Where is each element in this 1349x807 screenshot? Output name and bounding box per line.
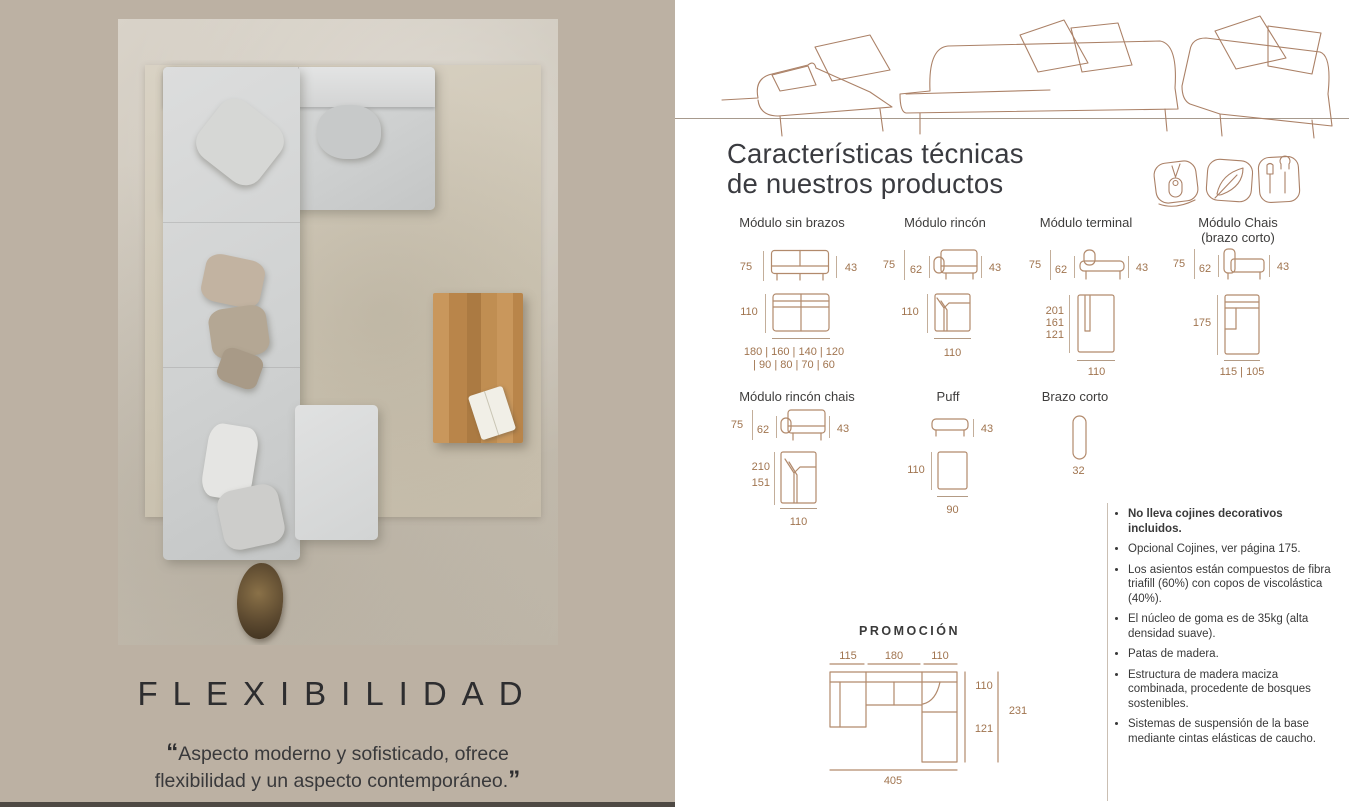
log-stool xyxy=(233,561,287,641)
promo-dim-231: 231 xyxy=(1008,705,1028,717)
quote-open-mark: “ xyxy=(166,739,179,766)
sofa-chaise xyxy=(295,405,378,540)
promo-dim-110-right: 110 xyxy=(975,680,993,692)
note-item: • Sistemas de suspensión de la base mediante cintas elásticas de caucho. xyxy=(1128,717,1336,746)
promo-dim-180: 180 xyxy=(884,650,904,662)
dim-width: 110 xyxy=(943,347,962,359)
promo-dim-121: 121 xyxy=(974,723,994,735)
zipper-icon xyxy=(1153,160,1200,207)
feather-icon xyxy=(1206,159,1254,203)
module-title-rincon: Módulo rincón xyxy=(904,215,986,230)
dim-width: 90 xyxy=(946,504,959,516)
dim-width: 32 xyxy=(1072,465,1085,477)
dim-width: 110 xyxy=(789,516,808,528)
feature-icons xyxy=(1145,148,1303,210)
top-view-diagram xyxy=(1224,294,1260,355)
quote xyxy=(40,740,635,794)
dim-widths: 115 | 105 xyxy=(1219,366,1265,378)
quote-line-1: Aspecto moderno y sofisticado, ofrece xyxy=(178,743,509,765)
quote-line-2: flexibilidad y un aspecto contemporáneo. xyxy=(154,770,509,792)
section-heading xyxy=(727,139,1024,199)
quote-close-mark: ” xyxy=(508,766,521,793)
side-view-diagram xyxy=(1222,247,1266,280)
top-view-diagram xyxy=(780,451,817,504)
tools-icon xyxy=(1258,156,1300,203)
dim-height: 75 xyxy=(739,261,753,273)
side-view-diagram xyxy=(770,249,830,281)
module-title-chais: Módulo Chais (brazo corto) xyxy=(1198,215,1278,245)
page-title: FLEXIBILIDAD xyxy=(137,675,538,712)
note-item: • Los asientos están compuestos de fibra triafill (60%) con copos de viscolástica (40%). xyxy=(1128,563,1336,607)
side-view-diagram xyxy=(1078,249,1126,280)
promo-dim-405: 405 xyxy=(883,775,903,787)
promo-dim-115: 115 xyxy=(839,650,857,662)
top-view-diagram xyxy=(772,293,830,332)
module-title-terminal: Módulo terminal xyxy=(1039,215,1133,230)
note-item: • El núcleo de goma es de 35kg (alta densidad suave). xyxy=(1128,612,1336,641)
page-edge-shadow xyxy=(0,802,675,807)
catalog-spread: FLEXIBILIDAD “Aspecto moderno y sofisticado, ofrece flexibilidad y un aspecto contemporáneo.” Características técnicas de nuestros productos Módulo sin brazos 75 43 110 180 | 160 | 140 | 120 | 90 | 80 | 70 | 60 Módulo rincón 75 62 43 110 110 Módulo terminal 75 62 43 201 161 121 110 Módulo Chais (brazo corto) 75 62 43 175 115 | 105 Módulo rincón chais 75 62 43 210 151 110 Puff 43 110 90 Brazo corto 32 • No lleva cojines decorativos incluidos. • Opcional Cojines, ver página 175. • Los asientos están compuestos de fibra triafill (60%) con copos de viscolástica (40%). • El núcleo de goma es de 35kg (alta densidad suave). • Patas de madera. • Estructura de madera maciza combinada, procedente de bosques sostenibles. • Sistemas de suspensión de la base mediante cintas elásticas de caucho. PROMOCIÓN 115 180 110 110 121 231 405 xyxy=(0,0,1349,807)
dim-widths-2: | 90 | 80 | 70 | 60 xyxy=(753,359,835,371)
side-view-diagram xyxy=(780,408,826,441)
module-title-sin-brazos: Módulo sin brazos xyxy=(739,215,845,230)
promo-title: PROMOCIÓN xyxy=(859,624,960,638)
promo-dim-110-top: 110 xyxy=(931,650,949,662)
note-item: • Patas de madera. xyxy=(1128,647,1336,662)
dim-widths-1: 180 | 160 | 140 | 120 xyxy=(743,346,845,358)
note-item: • Opcional Cojines, ver página 175. xyxy=(1128,542,1336,557)
sofa-top-view-photo xyxy=(118,19,558,645)
note-item: • Estructura de madera maciza combinada, procedente de bosques sostenibles. xyxy=(1128,668,1336,712)
top-view-diagram xyxy=(937,451,968,490)
promo-diagram xyxy=(822,622,1037,797)
sofa-line-sketch xyxy=(720,8,1349,140)
module-title-brazo-corto: Brazo corto xyxy=(1041,389,1109,404)
heading-line-2: de nuestros productos xyxy=(727,168,1004,199)
pillow xyxy=(317,105,381,159)
top-view-diagram xyxy=(934,293,971,332)
technical-notes xyxy=(1107,503,1336,801)
heading-line-1: Características técnicas xyxy=(727,138,1024,169)
module-title-puff: Puff xyxy=(936,389,960,404)
dim-top-depth: 110 xyxy=(740,306,758,318)
dim-width: 110 xyxy=(1087,366,1106,378)
side-view-diagram xyxy=(933,248,979,280)
top-view-diagram xyxy=(1071,414,1088,461)
side-view-diagram xyxy=(931,418,969,437)
module-title-rincon-chais: Módulo rincón chais xyxy=(739,389,855,404)
note-item: • No lleva cojines decorativos incluidos. xyxy=(1128,507,1336,536)
dim-depth: 43 xyxy=(844,262,858,274)
top-view-diagram xyxy=(1077,294,1115,353)
